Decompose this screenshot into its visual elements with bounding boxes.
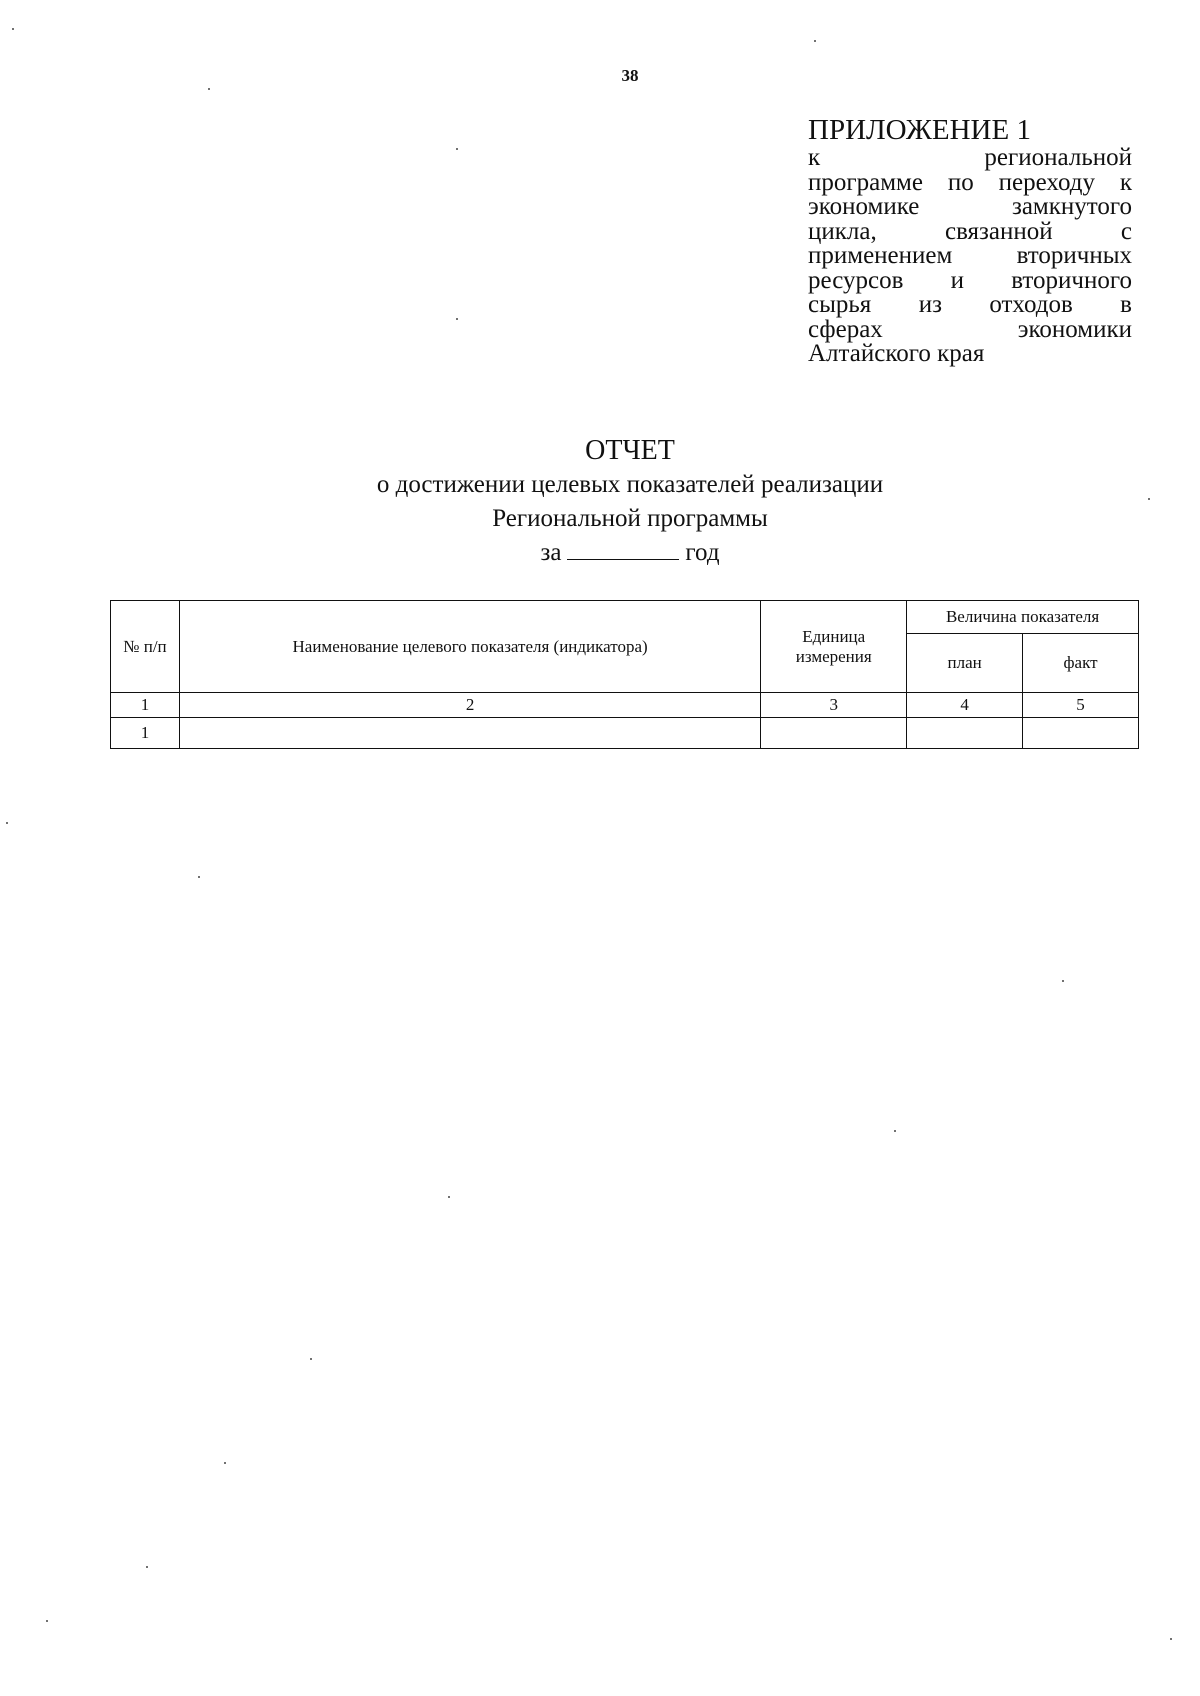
scan-speck xyxy=(12,28,14,30)
scan-speck xyxy=(208,88,210,90)
scan-speck xyxy=(6,822,8,824)
appendix-line: к региональной xyxy=(808,144,1132,171)
scan-speck xyxy=(198,876,200,878)
scan-speck xyxy=(1170,1638,1172,1640)
scan-speck xyxy=(456,318,458,320)
appendix-line: сырья из отходов в xyxy=(808,291,1132,318)
page-number: 38 xyxy=(621,66,639,85)
report-heading xyxy=(0,434,1200,570)
column-number: 4 xyxy=(907,693,1023,718)
report-subtitle-line2: Региональной программы xyxy=(492,505,768,532)
scan-speck xyxy=(146,1566,148,1568)
scan-speck xyxy=(894,1130,896,1132)
scan-speck xyxy=(814,40,816,42)
row-unit xyxy=(761,718,907,749)
report-title: ОТЧЕТ xyxy=(585,435,675,466)
scan-speck xyxy=(1148,498,1150,500)
scan-speck xyxy=(46,1620,48,1622)
header-value-group: Величина показателя xyxy=(907,601,1139,634)
scan-speck xyxy=(1062,980,1064,982)
period-suffix: год xyxy=(685,539,720,566)
row-plan xyxy=(907,718,1023,749)
period-prefix: за xyxy=(540,539,562,566)
report-period xyxy=(0,536,1200,570)
column-number: 2 xyxy=(179,693,760,718)
header-plan: план xyxy=(907,634,1023,693)
row-name xyxy=(179,718,760,749)
row-fact xyxy=(1023,718,1139,749)
scan-speck xyxy=(224,1462,226,1464)
appendix-line: цикла, связанной с xyxy=(808,217,1132,245)
appendix-line: применением вторичных xyxy=(808,242,1132,269)
appendix-line: Алтайского края xyxy=(808,340,985,367)
header-name: Наименование целевого показателя (индикатора) xyxy=(179,601,760,693)
column-number: 5 xyxy=(1023,693,1139,718)
indicators-table xyxy=(110,600,1139,749)
scan-speck xyxy=(456,148,458,150)
report-subtitle-line1: о достижении целевых показателей реализации xyxy=(376,471,884,498)
column-number: 1 xyxy=(111,693,180,718)
appendix-line: ресурсов и вторичного xyxy=(808,266,1132,294)
appendix-line: программе по переходу к xyxy=(808,168,1132,196)
appendix-title: ПРИЛОЖЕНИЕ 1 xyxy=(808,114,1031,146)
table-row xyxy=(111,718,1139,749)
header-fact: факт xyxy=(1023,634,1139,693)
appendix-line: сферах экономики xyxy=(808,315,1132,343)
header-num: № п/п xyxy=(111,601,180,693)
column-number: 3 xyxy=(761,693,907,718)
column-numbers-row xyxy=(111,693,1139,718)
header-unit: Единица измерения xyxy=(761,601,907,693)
appendix-line: экономике замкнутого xyxy=(808,193,1132,220)
appendix-block xyxy=(808,114,1132,367)
scan-speck xyxy=(448,1196,450,1198)
scan-speck xyxy=(310,1358,312,1360)
row-num: 1 xyxy=(111,718,180,749)
period-blank-field xyxy=(567,537,679,560)
